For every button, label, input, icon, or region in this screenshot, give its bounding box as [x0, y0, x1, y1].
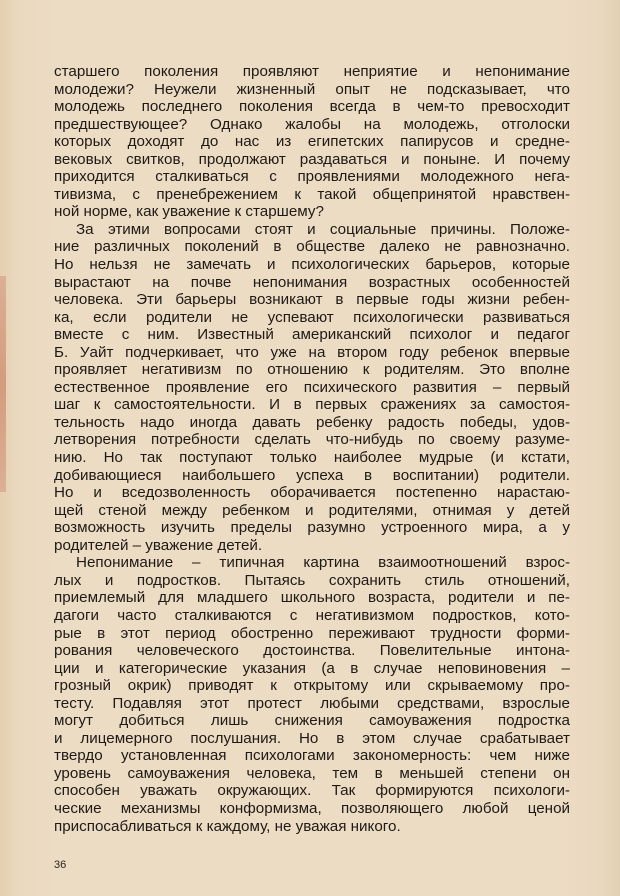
text-line: летворения потребности сделать что-нибудь по своему разуме- [54, 431, 570, 449]
text-line: нию. Но так поступают только наиболее мудрые (и кстати, [54, 449, 570, 467]
text-line: уровень самоуважения человека, тем в меньшей степени он [54, 764, 570, 782]
paragraph [54, 221, 570, 554]
text-line: родителей – уважение детей. [54, 536, 263, 554]
text-line: проявляет негативизм по отношению к родителям. Это вполне [54, 361, 570, 379]
text-line: ной норме, как уважение к старшему? [54, 203, 324, 221]
text-line: твердо установленная психологами закономерность: чем ниже [54, 747, 570, 765]
text-line: предшествующее? Однако жалобы на молодежь, отголоски [54, 115, 570, 133]
body-text [54, 63, 570, 835]
text-line: Непонимание – типичная картина взаимоотношений взрос- [76, 554, 570, 572]
text-line: вековых свитков, продолжают раздаваться и поныне. И почему [54, 150, 570, 168]
text-line: грозный окрик) приводят к открытому или скрываемому про- [54, 677, 570, 695]
text-line: тивизма, с пренебрежением к такой общепринятой нравствен- [54, 185, 570, 203]
text-line: возможность изучить пределы разумно устроенного мира, а у [54, 519, 570, 537]
text-line: дагоги часто сталкиваются с негативизмом подростков, кото- [54, 606, 570, 624]
text-line: добивающиеся наибольшего успеха в воспитании) родители. [54, 466, 570, 484]
text-line: естественное проявление его психического развития – первый [54, 378, 570, 396]
text-line: ческие механизмы конформизма, позволяющего любой ценой [54, 799, 570, 817]
text-line: и лицемерного послушания. Но в этом случае срабатывает [54, 729, 570, 747]
text-line: За этими вопросами стоят и социальные причины. Положе- [76, 220, 570, 238]
text-line: приемлемый для младшего школьного возраста, родители и пе- [54, 589, 570, 607]
text-line: щей стеной между ребенком и родителями, отнимая у детей [54, 501, 570, 519]
text-line: которых доходят до нас из египетских папирусов и средне- [54, 133, 570, 151]
text-line: тельность надо иногда давать ребенку радость победы, удов- [54, 413, 570, 431]
text-line: приходится сталкиваться с проявлениями молодежного нега- [54, 168, 570, 186]
page-number: 36 [54, 859, 67, 871]
text-line: ка, если родители не успевают психологически развиваться [54, 308, 570, 326]
text-line: ции и категорические указания (а в случае неповиновения – [54, 659, 570, 677]
text-line: Но и вседозволенность оборачивается постепенно нарастаю- [54, 484, 570, 502]
paragraph [54, 63, 570, 221]
paragraph [54, 554, 570, 835]
text-line: приспосабливаться к каждому, не уважая никого. [54, 817, 401, 835]
text-line: рования человеческого достоинства. Повелительные интона- [54, 642, 570, 660]
text-line: лых и подростков. Пытаясь сохранить стиль отношений, [54, 571, 570, 589]
text-line: вырастают на почве непонимания возрастных особенностей [54, 273, 570, 291]
text-line: тесту. Подавляя этот протест любыми средствами, взрослые [54, 694, 570, 712]
page-edge-stain [0, 276, 6, 492]
text-line: ние различных поколений в обществе далеко не равнозначно. [54, 238, 570, 256]
text-line: шаг к самостоятельности. И в первых сражениях за самостоя- [54, 396, 570, 414]
text-line: вместе с ним. Известный американский психолог и педагог [54, 326, 570, 344]
text-line: могут добиться лишь снижения самоуважения подростка [54, 712, 570, 730]
text-line: способен уважать окружающих. Так формируются психологи- [54, 782, 570, 800]
text-line: старшего поколения проявляют неприятие и непонимание [54, 63, 570, 80]
text-line: Но нельзя не замечать и психологических барьеров, которые [54, 256, 570, 274]
text-line: молодежь последнего поколения всегда в чем-то превосходит [54, 98, 570, 116]
text-line: Б. Уайт подчеркивает, что уже на втором году ребенок впервые [54, 343, 570, 361]
text-line: рые в этот период обостренно переживают трудности форми- [54, 624, 570, 642]
text-line: человека. Эти барьеры возникают в первые годы жизни ребен- [54, 291, 570, 309]
text-line: молодежи? Неужели жизненный опыт не подсказывает, что [54, 80, 570, 98]
